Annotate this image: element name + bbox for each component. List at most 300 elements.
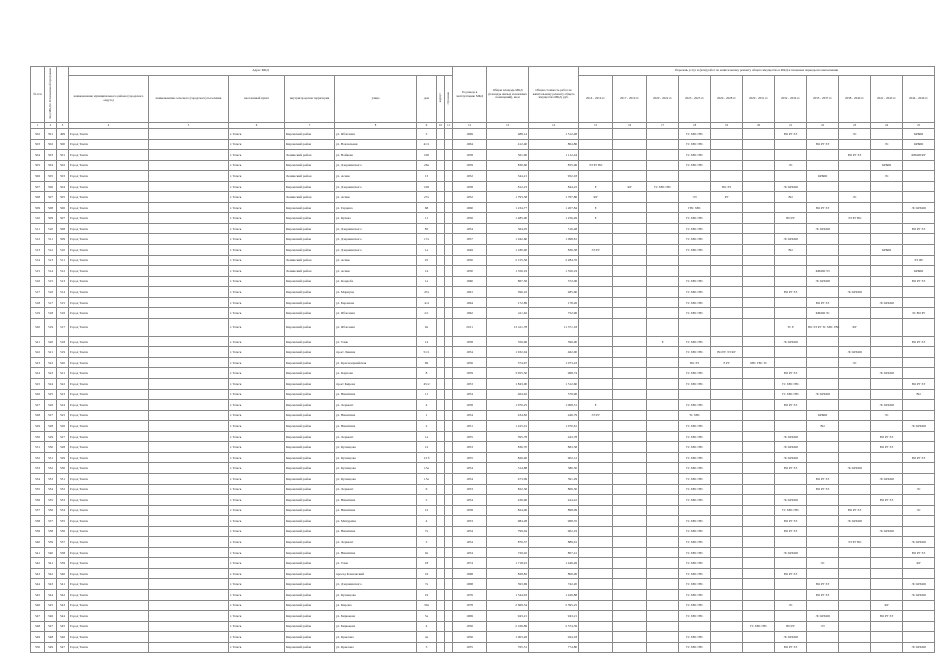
row-code: 510 bbox=[45, 223, 57, 234]
row-period-works bbox=[711, 431, 743, 442]
row-period-works bbox=[679, 181, 711, 192]
row-area: 488,14 bbox=[487, 129, 529, 140]
row-period-works bbox=[711, 526, 743, 537]
row-period-works bbox=[743, 287, 775, 298]
row-house: 14 bbox=[417, 266, 437, 277]
row-period-works bbox=[613, 611, 647, 622]
row-house: 9а bbox=[417, 547, 437, 558]
row-id: 508 bbox=[57, 223, 69, 234]
row-mo: Город Томск bbox=[69, 368, 149, 379]
row-period-works: ВО РУ ЭЭ bbox=[775, 642, 807, 653]
row-period-works bbox=[647, 547, 679, 558]
row-period-works: КРЫШ ЭС bbox=[807, 308, 839, 319]
row-mo: Город Томск bbox=[69, 171, 149, 182]
row-period-works bbox=[647, 642, 679, 653]
row-period-works bbox=[807, 287, 839, 298]
row-code: 516 bbox=[45, 287, 57, 298]
row-period-works bbox=[743, 452, 775, 463]
row-id: 524 bbox=[57, 400, 69, 411]
row-period-works: ВО РУ ЭЭ bbox=[807, 589, 839, 600]
column-number: 17 bbox=[647, 123, 679, 129]
row-period-works bbox=[775, 357, 807, 368]
row-year: 1958 bbox=[453, 150, 487, 161]
row-period-works bbox=[871, 234, 903, 245]
row-id: 514 bbox=[57, 287, 69, 298]
row-period-works bbox=[903, 473, 935, 484]
row-number: 527 bbox=[31, 400, 45, 411]
row-area: 729,02 bbox=[487, 547, 529, 558]
row-area: 1 793,58 bbox=[487, 192, 529, 203]
row-korpus bbox=[437, 287, 445, 298]
row-period-works: ЭС bbox=[839, 357, 871, 368]
row-code: 532 bbox=[45, 463, 57, 474]
row-locality: г. Томск bbox=[229, 245, 285, 256]
row-period-works bbox=[839, 181, 871, 192]
col-street: улица bbox=[335, 76, 417, 123]
row-period-works bbox=[871, 308, 903, 319]
table-row bbox=[31, 421, 935, 432]
table-row bbox=[31, 308, 935, 319]
row-period-works bbox=[579, 421, 613, 432]
row-period-works bbox=[839, 266, 871, 277]
row-period-works: ВО РУ ЭЭ bbox=[775, 287, 807, 298]
row-year: 1956 bbox=[453, 357, 487, 368]
row-year: 1954 bbox=[453, 347, 487, 358]
column-number: 11 bbox=[445, 123, 453, 129]
row-cost: 380,50 bbox=[529, 463, 579, 474]
row-period-works bbox=[579, 495, 613, 506]
row-number: 510 bbox=[31, 213, 45, 224]
row-stroenie bbox=[445, 171, 453, 182]
row-number: 536 bbox=[31, 495, 45, 506]
row-year: 1952 bbox=[453, 192, 487, 203]
row-settlement bbox=[149, 192, 229, 203]
row-settlement bbox=[149, 589, 229, 600]
row-period-works bbox=[579, 442, 613, 453]
row-locality: г. Томск bbox=[229, 160, 285, 171]
row-id: 533 bbox=[57, 495, 69, 506]
row-street: ул. Никитина bbox=[335, 495, 417, 506]
row-period-works: КРЫШ bbox=[871, 245, 903, 256]
row-street: ул. Дзержинского bbox=[335, 234, 417, 245]
row-period-works bbox=[839, 234, 871, 245]
row-period-works bbox=[613, 192, 647, 203]
row-settlement bbox=[149, 213, 229, 224]
row-id: 515 bbox=[57, 297, 69, 308]
row-period-works: ВО РУ ЭЭ bbox=[903, 336, 935, 347]
row-code: 547 bbox=[45, 621, 57, 632]
row-period-works bbox=[903, 287, 935, 298]
row-period-works: ВО РУ ЭЭ bbox=[775, 400, 807, 411]
row-house: 45/2 bbox=[417, 379, 437, 390]
row-period-works bbox=[613, 526, 647, 537]
row-period-works bbox=[711, 318, 743, 336]
row-settlement bbox=[149, 150, 229, 161]
row-settlement bbox=[149, 234, 229, 245]
row-period-works: ТС ХВС ГВС bbox=[679, 245, 711, 256]
row-period-works bbox=[711, 129, 743, 140]
row-korpus bbox=[437, 213, 445, 224]
row-year: 1953 bbox=[453, 484, 487, 495]
row-period-works bbox=[807, 255, 839, 266]
row-number: 509 bbox=[31, 202, 45, 213]
row-period-works: ТС ХВС ГВС bbox=[775, 505, 807, 516]
row-period-works bbox=[903, 442, 935, 453]
row-street: ул. Никитина bbox=[335, 547, 417, 558]
column-number: 16 bbox=[613, 123, 647, 129]
row-period-works bbox=[613, 589, 647, 600]
row-cost: 485,60 bbox=[529, 287, 579, 298]
row-period-works bbox=[743, 400, 775, 411]
row-period-works bbox=[579, 379, 613, 390]
table-row bbox=[31, 505, 935, 516]
row-house: 5 bbox=[417, 129, 437, 140]
row-district: Кировский район bbox=[285, 473, 335, 484]
row-district: Кировский район bbox=[285, 431, 335, 442]
row-locality: г. Томск bbox=[229, 213, 285, 224]
row-street: пр-кт Ленина bbox=[335, 347, 417, 358]
row-korpus bbox=[437, 357, 445, 368]
row-street: ул. Яблочная bbox=[335, 129, 417, 140]
row-period-works bbox=[647, 308, 679, 319]
row-period-works bbox=[579, 287, 613, 298]
row-district: Ленинский район bbox=[285, 192, 335, 203]
row-stroenie bbox=[445, 202, 453, 213]
row-period-works: Е bbox=[579, 400, 613, 411]
row-house: 14 bbox=[417, 336, 437, 347]
row-period-works: ТС ХВС ГВС bbox=[679, 297, 711, 308]
row-period-works: ТС ХВС ГВС bbox=[679, 150, 711, 161]
row-id: 503 bbox=[57, 171, 69, 182]
row-period-works bbox=[903, 318, 935, 336]
row-period-works bbox=[807, 632, 839, 643]
row-number: 517 bbox=[31, 287, 45, 298]
row-street: ул. Дзержинского bbox=[335, 160, 417, 171]
row-id: 506 bbox=[57, 202, 69, 213]
row-period-works: ВО РУ ЭЭ bbox=[775, 463, 807, 474]
row-stroenie bbox=[445, 558, 453, 569]
table-row bbox=[31, 379, 935, 390]
table-row bbox=[31, 276, 935, 287]
row-district: Кировский район bbox=[285, 442, 335, 453]
row-period-works bbox=[613, 505, 647, 516]
row-cost: 1 073,43 bbox=[529, 357, 579, 368]
row-stroenie bbox=[445, 537, 453, 548]
row-settlement bbox=[149, 579, 229, 590]
row-cost: 1 356,19 bbox=[529, 266, 579, 277]
row-number: 541 bbox=[31, 547, 45, 558]
row-street: ул. Яблочная bbox=[335, 318, 417, 336]
row-period-works bbox=[711, 452, 743, 463]
table-row bbox=[31, 287, 935, 298]
row-mo: Город Томск bbox=[69, 632, 149, 643]
row-period-works bbox=[647, 484, 679, 495]
table-row bbox=[31, 516, 935, 527]
row-korpus bbox=[437, 202, 445, 213]
row-number: 516 bbox=[31, 276, 45, 287]
row-period-works bbox=[647, 452, 679, 463]
row-period-works bbox=[647, 192, 679, 203]
row-period-works: ТС ХВС ГВС bbox=[679, 308, 711, 319]
row-street: ул. Асино bbox=[335, 266, 417, 277]
row-period-works bbox=[579, 357, 613, 368]
row-period-works bbox=[613, 537, 647, 548]
row-year: 1958 bbox=[453, 505, 487, 516]
row-area: 1 544,93 bbox=[487, 589, 529, 600]
row-settlement bbox=[149, 642, 229, 653]
row-year: 1956 bbox=[453, 632, 487, 643]
row-code: 545 bbox=[45, 600, 57, 611]
row-period-works: ЭС КРЫШ bbox=[807, 389, 839, 400]
row-id: 529 bbox=[57, 452, 69, 463]
row-korpus bbox=[437, 129, 445, 140]
row-period-works bbox=[903, 632, 935, 643]
row-period-works bbox=[743, 160, 775, 171]
row-period-works: ТС ХВС ГВС bbox=[679, 336, 711, 347]
row-locality: г. Томск bbox=[229, 150, 285, 161]
row-cost: 2 284,76 bbox=[529, 255, 579, 266]
row-locality: г. Томск bbox=[229, 266, 285, 277]
row-number: 544 bbox=[31, 579, 45, 590]
row-period-works: ЭЭ РУ ВО bbox=[839, 213, 871, 224]
row-period-works: ЭЭ РУ ВО bbox=[839, 537, 871, 548]
row-locality: г. Томск bbox=[229, 600, 285, 611]
row-period-works bbox=[613, 621, 647, 632]
row-mo: Город Томск bbox=[69, 287, 149, 298]
row-code: 539 bbox=[45, 537, 57, 548]
row-period-works bbox=[871, 192, 903, 203]
table-row bbox=[31, 297, 935, 308]
row-mo: Город Томск bbox=[69, 611, 149, 622]
row-stroenie bbox=[445, 223, 453, 234]
table-row bbox=[31, 389, 935, 400]
row-district: Кировский район bbox=[285, 160, 335, 171]
row-period-works bbox=[903, 181, 935, 192]
row-district: Кировский район bbox=[285, 336, 335, 347]
row-period-works bbox=[871, 379, 903, 390]
row-period-works bbox=[679, 505, 711, 516]
row-cost: 863,58 bbox=[529, 442, 579, 453]
row-mo: Город Томск bbox=[69, 202, 149, 213]
row-number: 546 bbox=[31, 600, 45, 611]
row-mo: Город Томск bbox=[69, 558, 149, 569]
row-period-works bbox=[871, 129, 903, 140]
row-period-works bbox=[579, 297, 613, 308]
row-period-works bbox=[871, 255, 903, 266]
row-mo: Город Томск bbox=[69, 234, 149, 245]
row-district: Кировский район bbox=[285, 318, 335, 336]
row-id: 544 bbox=[57, 611, 69, 622]
row-period-works: ТС ХВС ГВС bbox=[679, 431, 711, 442]
row-locality: г. Томск bbox=[229, 347, 285, 358]
column-number: 1 bbox=[31, 123, 45, 129]
table-row bbox=[31, 368, 935, 379]
row-stroenie bbox=[445, 473, 453, 484]
row-period-works bbox=[743, 421, 775, 432]
row-period-works bbox=[613, 495, 647, 506]
row-period-works: ВО РУ ЭЭ bbox=[807, 139, 839, 150]
row-period-works bbox=[579, 579, 613, 590]
row-house: 11 bbox=[417, 389, 437, 400]
row-cost: 1 070,61 bbox=[529, 421, 579, 432]
row-korpus bbox=[437, 297, 445, 308]
row-period-works bbox=[839, 410, 871, 421]
row-period-works bbox=[647, 266, 679, 277]
row-year: 1958 bbox=[453, 181, 487, 192]
row-code: 529 bbox=[45, 431, 57, 442]
row-period-works bbox=[743, 347, 775, 358]
column-number: 14 bbox=[529, 123, 579, 129]
row-number: 512 bbox=[31, 234, 45, 245]
table-row bbox=[31, 410, 935, 421]
row-period-works bbox=[579, 308, 613, 319]
table-row bbox=[31, 357, 935, 368]
row-period-works bbox=[839, 276, 871, 287]
row-period-works bbox=[613, 473, 647, 484]
row-period-works bbox=[743, 589, 775, 600]
row-period-works bbox=[711, 579, 743, 590]
row-id: 540 bbox=[57, 568, 69, 579]
row-period-works bbox=[711, 505, 743, 516]
table-row bbox=[31, 568, 935, 579]
col-period: 2032 - 2034 гг. bbox=[775, 76, 807, 123]
table-header bbox=[31, 67, 935, 129]
row-mo: Город Томск bbox=[69, 495, 149, 506]
row-street: ул. Крылова bbox=[335, 632, 417, 643]
row-year: 1954 bbox=[453, 463, 487, 474]
row-period-works: ЭС bbox=[871, 410, 903, 421]
row-period-works bbox=[579, 431, 613, 442]
row-locality: г. Томск bbox=[229, 234, 285, 245]
row-period-works bbox=[743, 223, 775, 234]
col-district: внутригородская территория bbox=[285, 76, 335, 123]
column-number: 25 bbox=[903, 123, 935, 129]
table-row bbox=[31, 431, 935, 442]
row-period-works: ВО РУ ЭЭ bbox=[871, 611, 903, 622]
row-area: 434,82 bbox=[487, 410, 529, 421]
row-period-works: ВО РУ ЭЭ bbox=[775, 568, 807, 579]
row-period-works bbox=[613, 579, 647, 590]
row-stroenie bbox=[445, 431, 453, 442]
row-period-works bbox=[647, 537, 679, 548]
row-street: ул. Дзержинского bbox=[335, 579, 417, 590]
row-period-works bbox=[679, 318, 711, 336]
row-period-works bbox=[903, 611, 935, 622]
row-period-works: ЭС КРЫШ bbox=[807, 276, 839, 287]
row-period-works bbox=[871, 389, 903, 400]
row-period-works bbox=[613, 431, 647, 442]
row-period-works bbox=[647, 421, 679, 432]
row-stroenie bbox=[445, 495, 453, 506]
row-area: 2 166,89 bbox=[487, 621, 529, 632]
row-street: ул. Никитина bbox=[335, 421, 417, 432]
row-period-works bbox=[743, 389, 775, 400]
row-cost: 424,22 bbox=[529, 495, 579, 506]
row-period-works bbox=[903, 526, 935, 537]
row-settlement bbox=[149, 266, 229, 277]
row-locality: г. Томск bbox=[229, 431, 285, 442]
row-area: 1 356,19 bbox=[487, 266, 529, 277]
column-number: 24 bbox=[871, 123, 903, 129]
table-row bbox=[31, 473, 935, 484]
row-code: 503 bbox=[45, 150, 57, 161]
table-row bbox=[31, 442, 935, 453]
row-period-works bbox=[579, 234, 613, 245]
row-code: 515 bbox=[45, 276, 57, 287]
row-period-works bbox=[711, 410, 743, 421]
row-period-works bbox=[743, 537, 775, 548]
row-period-works bbox=[613, 336, 647, 347]
row-stroenie bbox=[445, 410, 453, 421]
row-district: Кировский район bbox=[285, 389, 335, 400]
row-number: 542 bbox=[31, 558, 45, 569]
row-period-works: ЭС bbox=[807, 558, 839, 569]
row-mo: Город Томск bbox=[69, 255, 149, 266]
row-period-works bbox=[807, 505, 839, 516]
row-period-works bbox=[647, 558, 679, 569]
row-district: Кировский район bbox=[285, 129, 335, 140]
row-code: 512 bbox=[45, 245, 57, 256]
row-year: 1968 bbox=[453, 579, 487, 590]
row-district: Кировский район bbox=[285, 245, 335, 256]
row-id: 517 bbox=[57, 318, 69, 336]
row-area: 826,40 bbox=[487, 452, 529, 463]
row-stroenie bbox=[445, 150, 453, 161]
row-year: 1952 bbox=[453, 171, 487, 182]
row-code: 522 bbox=[45, 357, 57, 368]
row-period-works bbox=[711, 171, 743, 182]
row-period-works bbox=[807, 245, 839, 256]
row-period-works bbox=[871, 463, 903, 474]
row-period-works bbox=[839, 202, 871, 213]
row-cost: 855,96 bbox=[529, 160, 579, 171]
row-period-works bbox=[711, 473, 743, 484]
row-locality: г. Томск bbox=[229, 632, 285, 643]
row-id: 527 bbox=[57, 431, 69, 442]
row-code: 537 bbox=[45, 516, 57, 527]
row-period-works bbox=[613, 287, 647, 298]
row-street: ул. Бирюкова bbox=[335, 621, 417, 632]
col-period: 2044 - 2046 гг. bbox=[903, 76, 935, 123]
row-street: ул. Кузнецова bbox=[335, 442, 417, 453]
row-year: 1950 bbox=[453, 266, 487, 277]
row-period-works bbox=[871, 547, 903, 558]
row-korpus bbox=[437, 611, 445, 622]
row-locality: г. Томск bbox=[229, 379, 285, 390]
row-period-works bbox=[839, 611, 871, 622]
row-period-works bbox=[903, 431, 935, 442]
column-number: 13 bbox=[487, 123, 529, 129]
row-street: ул. Кузнецова bbox=[335, 452, 417, 463]
row-number: 545 bbox=[31, 589, 45, 600]
row-stroenie bbox=[445, 368, 453, 379]
row-house: 4 bbox=[417, 516, 437, 527]
row-period-works bbox=[613, 129, 647, 140]
row-number: 515 bbox=[31, 266, 45, 277]
row-period-works bbox=[579, 632, 613, 643]
row-period-works bbox=[613, 223, 647, 234]
row-period-works bbox=[613, 150, 647, 161]
row-period-works bbox=[775, 484, 807, 495]
row-period-works: ФУ bbox=[903, 558, 935, 569]
row-period-works: ЭС ВО РУ bbox=[903, 308, 935, 319]
row-period-works bbox=[903, 495, 935, 506]
row-period-works bbox=[743, 266, 775, 277]
row-period-works bbox=[579, 463, 613, 474]
row-year: 1969 bbox=[453, 129, 487, 140]
row-period-works: Е bbox=[647, 336, 679, 347]
column-number: 18 bbox=[679, 123, 711, 129]
